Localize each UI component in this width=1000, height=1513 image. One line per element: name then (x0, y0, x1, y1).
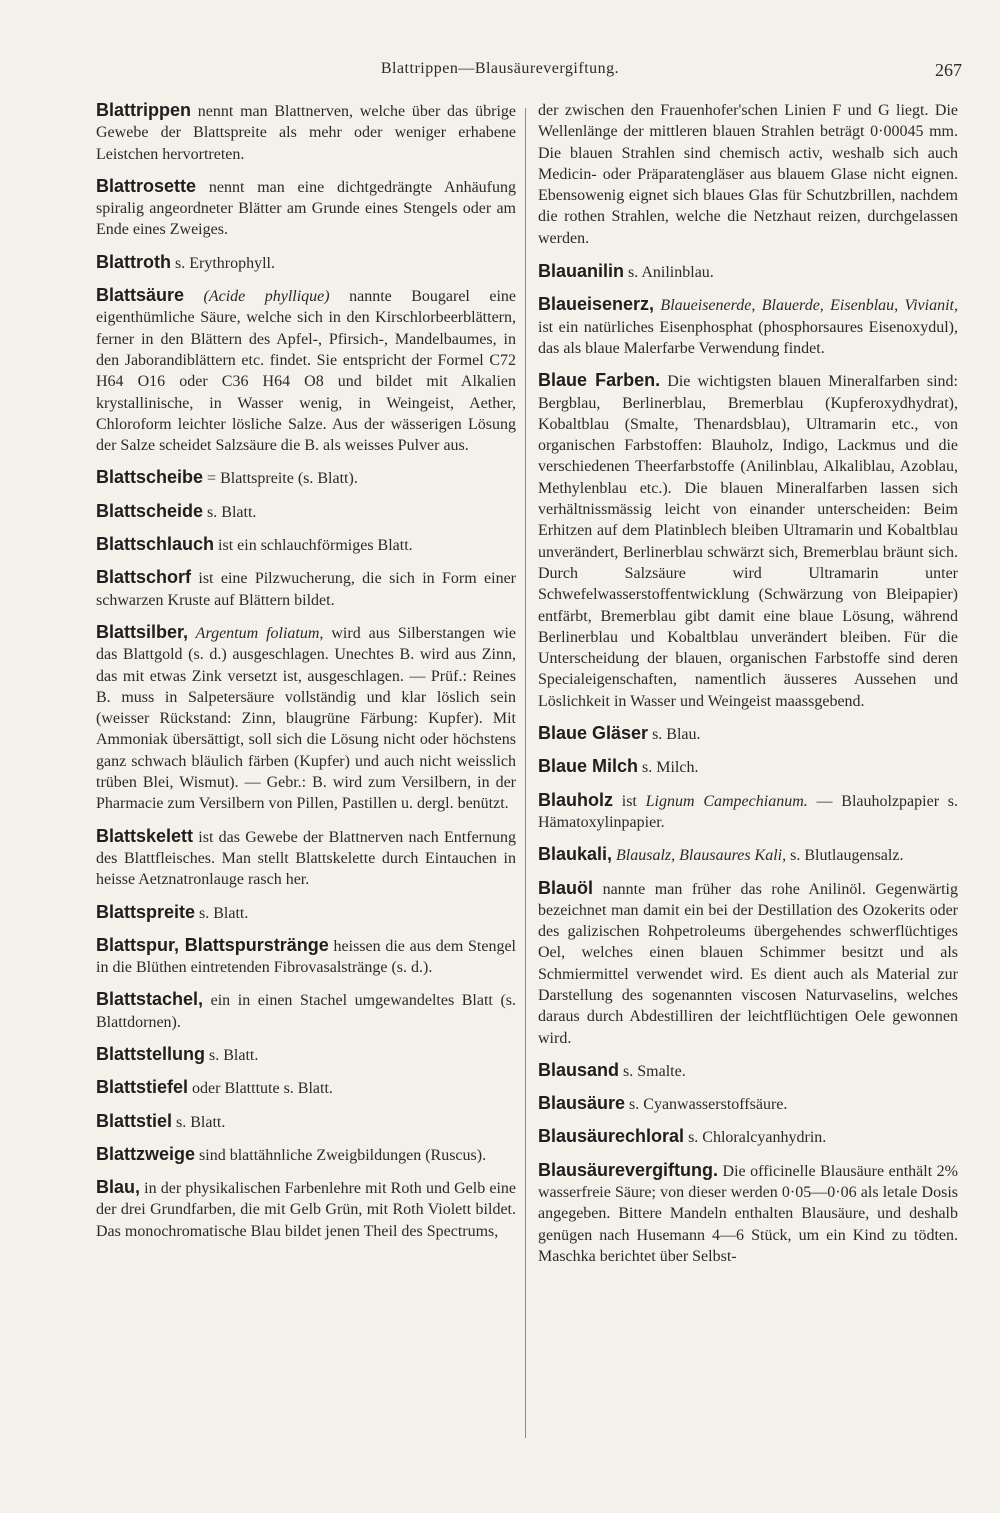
entry-text: Die officinelle Blausäure enthält 2% wasserfreie Säure; von dieser werden 0·05—0·06 als letale Dosis angegeben. Bittere Mandeln enthalten Blausäure, und deshalb genügen nach Husemann 4—6 Stück, um ein Kind zu tödten. Maschka berichtet über Selbst- (538, 1162, 958, 1265)
entry-headword: Blattsilber, (96, 621, 189, 642)
dictionary-entry (96, 826, 516, 891)
dictionary-entry (96, 989, 516, 1033)
entry-text: ist eine Pilzwucherung, die sich in Form einer schwarzen Kruste auf Blättern bildet. (96, 570, 516, 609)
entry-text: s. Blutlaugensalz. (786, 847, 904, 865)
dictionary-entry (96, 285, 516, 456)
entry-text: nannte man früher das rohe Anilinöl. Gegenwärtig bezeichnet man damit ein bei der Destillation des Ozokerits oder des galizischen Rohpetroleums übergehendes schwerflüchtiges Oel, welches einen blauen Schimmer besitzt und als Schmiermittel verwendet wird. Es dient auch als Material zur Darstellung des sogenannten viscosen Naturvaselins, welches daraus durch Abdestilliren der leichtflüchtigen Oele gewonnen wird. (538, 880, 958, 1047)
entry-text: s. Blau. (648, 726, 701, 744)
entry-headword: Blattstellung (96, 1043, 206, 1064)
entry-text: heissen die aus dem Stengel in die Blüthen eintretenden Fibrovasalstränge (s. d.). (96, 937, 516, 977)
page-number: 267 (935, 60, 962, 80)
dictionary-entry (538, 370, 958, 712)
dictionary-entry (538, 723, 958, 745)
entry-text: wird aus Silberstangen wie das Blattgold (s. d.) ausgeschlagen. Unechtes B. wird aus Zinn, das mit etwas Zink versetzt ist, ausgeschlagen. — Prüf.: Reines B. muss in Salpetersäure vollständig und klar löslich sein (weisser Rückstand: Zinn, blaugrüne Färbung: Kupfer). Mit Ammoniak übersättigt, soll sich die Lösung nicht oder höchstens ganz schwach bläulich färben (Kupfer) und auch nicht weisslich trüben Blei, Wismut). — Gebr.: B. wird zum Versilbern, in der Pharmacie zum Versilbern von Pillen, Pastillen u. dergl. benützt. (96, 624, 516, 813)
entry-text: s. Milch. (638, 759, 699, 777)
entry-headword: Blauöl (538, 877, 594, 898)
dictionary-entry (538, 844, 958, 866)
entry-headword: Blattrippen (96, 100, 192, 120)
entry-headword: Blattspreite (96, 901, 196, 922)
dictionary-entry (96, 622, 516, 815)
entry-text: ist ein schlauchförmiges Blatt. (214, 537, 413, 555)
entry-headword: Blaueisenerz, (538, 294, 655, 315)
dictionary-entry (538, 261, 958, 283)
dictionary-entry (96, 935, 516, 979)
entry-text: nennt man eine dichtgedrängte Anhäufung spiralig angeordneter Blätter am Grunde eines Stengels oder am Ende eines Zweiges. (96, 178, 516, 239)
entry-text: oder Blatttute s. Blatt. (188, 1080, 333, 1098)
entry-text: nennt man Blattnerven, welche über das übrige Gewebe der Blattspreite als mehr oder weniger erhabene Leistchen hervortreten. (96, 103, 516, 163)
entry-text: ein in einen Stachel umgewandeltes Blatt (s. Blattdornen). (96, 992, 516, 1031)
entry-text: nannte Bougarel eine eigenthümliche Säure, welche sich in den Kirschlorbeerblättern, ferner in den Blättern des Apfel-, Pfirsich-, Mandelbaumes, in den Jaborandiblättern etc. findet. Sie entspricht der Formel C72 H64 O16 oder C36 H64 O8 und bildet mit Alkalien krystallinische, in Wasser wenig, in Weingeist, Aether, Chloroform leichter lösliche Salze. Aus der wässerigen Lösung der Salze scheidet Salzsäure die B. als weisses Pulver aus. (96, 288, 516, 455)
dictionary-entry (96, 501, 516, 523)
entry-headword: Blattscheibe (96, 467, 204, 488)
right-entries (538, 261, 958, 1267)
entry-italic: Lignum Campechianum. (636, 792, 808, 810)
entry-italic: Blausalz, Blausaures Kali, (612, 847, 787, 865)
entry-italic: Blaueisenerde, Blauerde, Eisenblau, Vivianit, (654, 297, 958, 315)
entry-text: s. Chloralcyanhydrin. (684, 1129, 827, 1147)
running-head: Blattrippen—Blausäurevergiftung. (380, 60, 620, 77)
entry-italic: (Acide phyllique) (184, 288, 330, 306)
entry-headword: Blauanilin (538, 261, 625, 282)
entry-headword: Blausäurevergiftung. (538, 1159, 719, 1180)
entry-text: s. Erythrophyll. (171, 254, 275, 272)
entry-text: sind blattähnliche Zweigbildungen (Ruscus). (195, 1146, 487, 1164)
entry-text: ist (613, 792, 637, 810)
entry-headword: Blausäure (538, 1093, 626, 1114)
entry-headword: Blaue Milch (538, 756, 639, 777)
right-column (538, 100, 958, 1278)
entry-headword: Blattsäure (96, 285, 185, 306)
dictionary-entry (538, 1126, 958, 1148)
entry-text: s. Blatt. (195, 904, 249, 922)
continuation-text: der zwischen den Frauenhofer'schen Linien F und G liegt. Die Wellenlänge der mittleren blauen Strahlen beträgt 0·00045 mm. Die blauen Strahlen sind chemisch activ, weshalb sich auch Medicin- oder Präparatengläser aus blauem Glase nicht eignen. Ebensowenig eignet sich blaues Glas für Schutzbrillen, nachdem die rothen Strahlen, welche die Netzhaut reizen, durchgelassen werden. (538, 102, 958, 247)
entry-text: ist das Gewebe der Blattnerven nach Entfernung des Blattfleisches. Man stellt Blattskelette durch Eintauchen in heisse Aetznatronlauge rasch her. (96, 828, 516, 889)
entry-headword: Blausäurechloral (538, 1126, 685, 1147)
entry-text: s. Smalte. (619, 1062, 686, 1080)
dictionary-entry (538, 1060, 958, 1082)
entry-text: = Blattspreite (s. Blatt). (203, 470, 358, 488)
entry-headword: Blattscheide (96, 500, 204, 521)
entry-headword: Blattschlauch (96, 534, 215, 555)
entry-headword: Blausand (538, 1059, 620, 1080)
dictionary-entry (538, 1093, 958, 1115)
entry-headword: Blattstiefel (96, 1077, 189, 1098)
entry-text: s. Cyanwasserstoffsäure. (625, 1096, 788, 1114)
dictionary-entry (96, 467, 516, 489)
entry-text: s. Blatt. (172, 1113, 226, 1131)
dictionary-entry (96, 100, 516, 165)
entry-headword: Blattstachel, (96, 989, 204, 1010)
entry-headword: Blattrosette (96, 175, 197, 196)
dictionary-entry (96, 902, 516, 924)
dictionary-entry (96, 1077, 516, 1099)
dictionary-entry (538, 878, 958, 1049)
entry-headword: Blaukali, (538, 844, 613, 865)
dictionary-entry (538, 294, 958, 359)
dictionary-entry (96, 1177, 516, 1242)
entry-text: in der physikalischen Farbenlehre mit Roth und Gelb eine der drei Grundfarben, die mit Gelb Grün, mit Roth Violett bildet. Das monochromatische Blau bildet jenen Theil des Spectrums, (96, 1180, 516, 1240)
entry-text: s. Blatt. (203, 503, 257, 521)
entry-headword: Blattroth (96, 251, 171, 272)
dictionary-entry (96, 567, 516, 611)
entry-italic: Argentum foliatum, (188, 624, 324, 642)
entry-headword: Blattschorf (96, 567, 192, 588)
entry-headword: Blattspur, Blattspurstränge (96, 934, 329, 955)
entry-text: s. Blatt. (205, 1046, 259, 1064)
entry-headword: Blau, (96, 1177, 141, 1198)
entry-headword: Blattskelett (96, 825, 194, 846)
dictionary-entry (96, 1044, 516, 1066)
entry-headword: Blaue Farben. (538, 370, 661, 391)
dictionary-entry (538, 790, 958, 834)
dictionary-entry (96, 252, 516, 274)
dictionary-entry (96, 176, 516, 241)
entry-text: — Blauholzpapier s. Hämatoxylinpapier. (538, 792, 959, 831)
dictionary-entry (96, 1144, 516, 1166)
dictionary-entry (538, 1160, 958, 1267)
entry-headword: Blattzweige (96, 1143, 196, 1164)
entry-headword: Blaue Gläser (538, 723, 649, 744)
entry-headword: Blattstiel (96, 1110, 173, 1131)
entry-text: ist ein natürliches Eisenphosphat (phosphorsaures Eisenoxydul), das als blaue Malerfarbe Verwendung findet. (538, 318, 958, 357)
entry-headword: Blauholz (538, 789, 613, 810)
entry-text: Die wichtigsten blauen Mineralfarben sind: Bergblau, Berlinerblau, Bremerblau (Kupferoxydhydrat), Kobaltblau (Smalte, Thenardsblau), Ultramarin etc., von organischen Farbstoffen: Blauholz, Indigo, Lackmus und die verschiedenen Theerfarbstoffe (Anilinblau, Alkaliblau, Azoblau, Methylenblau etc.). Die blauen Mineralfarben lassen sich verhältnissmässig leicht von einander unterscheiden: Beim Erhitzen auf dem Platinblech bleiben Ultramarin und Kobaltblau unverändert, Berlinerblau schwärzt sich, Bremerblau bräunt sich. Durch Salzsäure wird Ultramarin unter Schwefelwasserstoffentwicklung (Schwärzung von Bleipapier) entfärbt, Bremerblau gibt damit eine blaue Lösung, während Berlinerblau und Kobaltblau unverändert bleiben. Für die Unterscheidung der blauen, organischen Farbstoffe sind deren Specialeigenschaften, namentlich äusseres Aussehen und Löslichkeit in Wasser und Weingeist maassgebend. (538, 373, 959, 710)
entry-text: s. Anilinblau. (624, 264, 714, 282)
dictionary-entry (96, 534, 516, 556)
column-divider (525, 108, 526, 1438)
dictionary-entry (538, 756, 958, 778)
left-column (96, 100, 516, 1253)
dictionary-entry (96, 1111, 516, 1133)
